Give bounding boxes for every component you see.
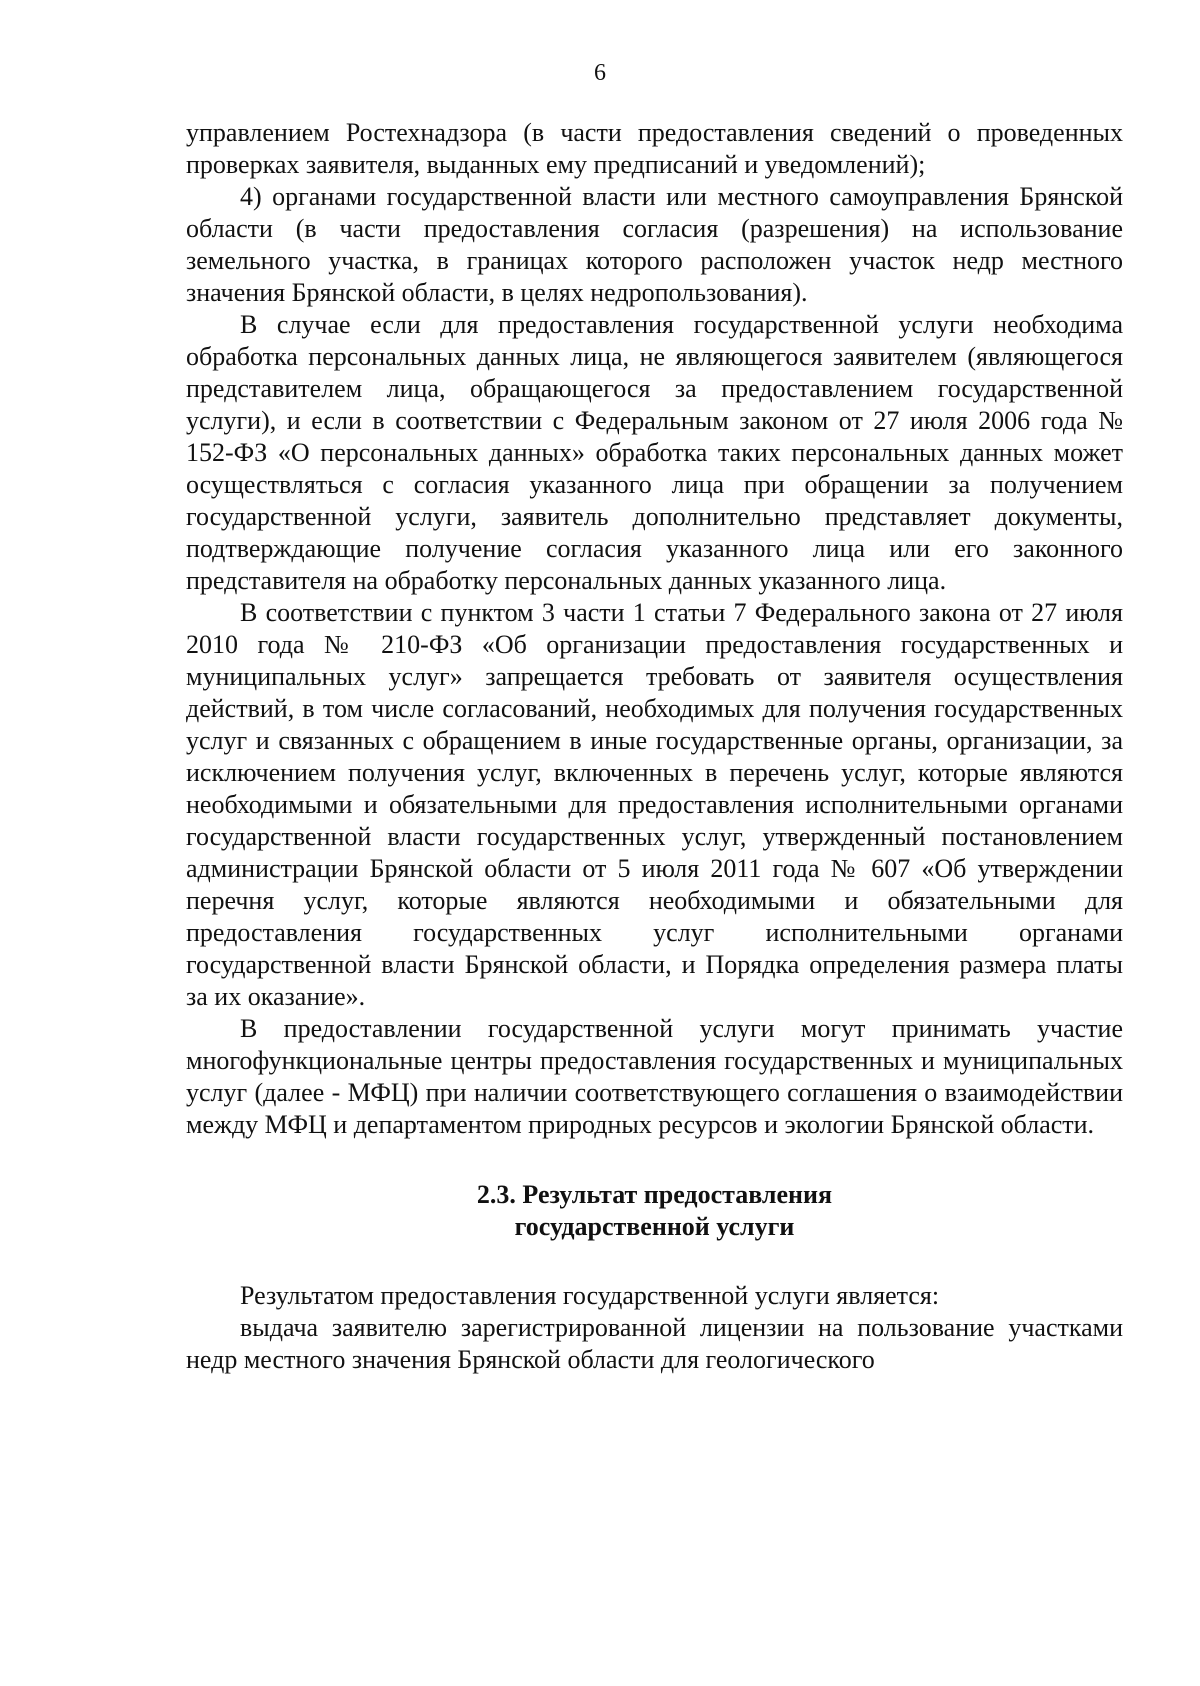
page-number: 6 <box>594 60 606 86</box>
paragraph-item-4: 4) органами государственной власти или местного самоуправления Брянской области (в части предоставления согласия (разрешения) на использование земельного участка, в границах которого расположен участок недр местного значения Брянской области, в целях недропользования). <box>186 182 1123 307</box>
paragraph-result-intro: Результатом предоставления государственной услуги является: <box>240 1281 940 1310</box>
paragraph-210-fz: В соответствии с пунктом 3 части 1 статьи 7 Федерального закона от 27 июля 2010 года № 210-ФЗ «Об организации предоставления государственных и муниципальных услуг» запрещается требовать от заявителя осуществления действий, в том числе согласований, необходимых для получения государственных услуг и связанных с обращением в иные государственные органы, организации, за исключением получения услуг, включенных в перечень услуг, которые являются необходимыми и обязательными для предоставления исполнительными органами государственной власти государственных услуг, утвержденный постановлением администрации Брянской области от 5 июля 2011 года № 607 «Об утверждении перечня услуг, которые являются необходимыми и обязательными для предоставления государственных услуг исполнительными органами государственной власти Брянской области, и Порядка определения размера платы за их оказание». <box>186 598 1123 1011</box>
document-body <box>186 117 1123 1376</box>
paragraph-result-license: выдача заявителю зарегистрированной лицензии на пользование участками недр местного значения Брянской области для геологического <box>186 1313 1123 1374</box>
paragraph-mfc: В предоставлении государственной услуги могут принимать участие многофункциональные центры предоставления государственных и муниципальных услуг (далее - МФЦ) при наличии соответствующего соглашения о взаимодействии между МФЦ и департаментом природных ресурсов и экологии Брянской области. <box>186 1014 1123 1139</box>
section-heading <box>186 1179 1123 1243</box>
paragraph-rostekhnadzor: управлением Ростехнадзора (в части предоставления сведений о проведенных проверках заявителя, выданных ему предписаний и уведомлений); <box>186 118 1123 179</box>
section-heading-line-2: государственной услуги <box>514 1212 795 1241</box>
section-heading-line-1: 2.3. Результат предоставления <box>476 1180 833 1209</box>
paragraph-personal-data: В случае если для предоставления государственной услуги необходима обработка персональных данных лица, не являющегося заявителем (являющегося представителем лица, обращающегося за предоставлением государственной услуги), и если в соответствии с Федеральным законом от 27 июля 2006 года № 152-ФЗ «О персональных данных» обработка таких персональных данных может осуществляться с согласия указанного лица при обращении за получением государственной услуги, заявитель дополнительно представляет документы, подтверждающие получение согласия указанного лица или его законного представителя на обработку персональных данных указанного лица. <box>186 310 1123 595</box>
